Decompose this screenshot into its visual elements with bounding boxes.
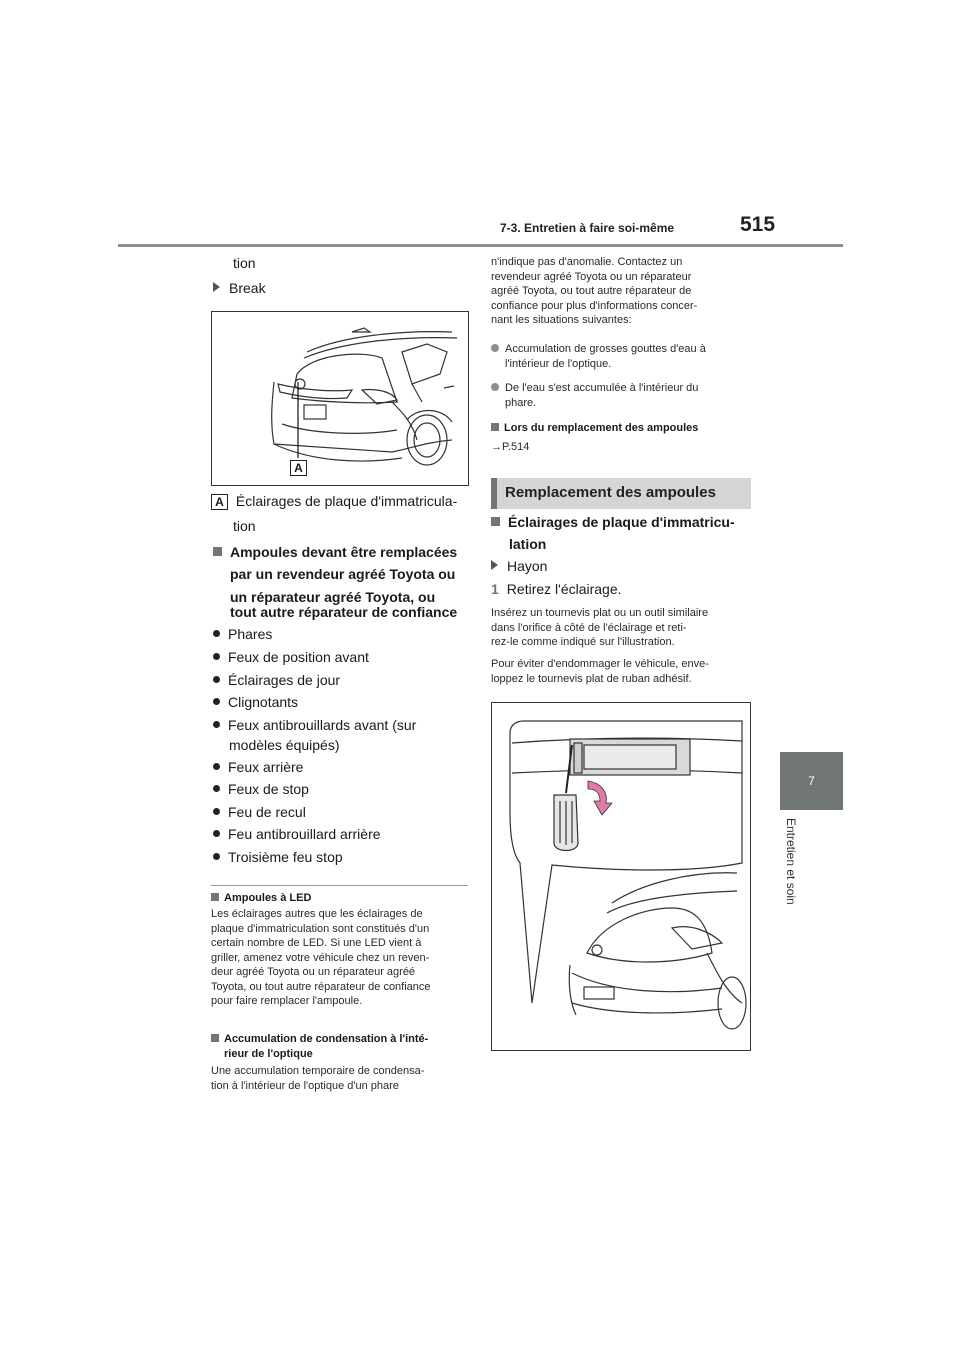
list-item: [213, 691, 298, 714]
text-line: tion à l'intérieur de l'optique d'un phare: [211, 1079, 399, 1092]
bullet-icon: [213, 808, 220, 815]
replace-heading-text: Lors du remplacement des ampoules: [504, 422, 699, 434]
list-item: [213, 846, 343, 869]
heading-ampoules-revendeur: [213, 541, 457, 564]
condensation-heading-line-2: rieur de l'optique: [224, 1048, 313, 1060]
text-line: Une accumulation temporaire de condensa-: [211, 1065, 425, 1077]
list-item-continuation: modèles équipés): [229, 737, 340, 753]
car-rear-illustration: [212, 312, 468, 485]
text-line: rez-le comme indiqué sur l'illustration.: [491, 636, 675, 648]
bullet-icon: [213, 676, 220, 683]
list-item-text: Troisième feu stop: [228, 849, 343, 865]
page-reference-link[interactable]: →P.514: [491, 441, 530, 453]
list-item: [213, 623, 272, 646]
text-line: Toyota, ou tout autre réparateur de confiance: [211, 980, 431, 993]
bullet-icon: [213, 653, 220, 660]
section-header-edge: [491, 478, 497, 509]
text-line: confiance pour plus d'informations concer-: [491, 299, 698, 312]
bullet-icon: [213, 853, 220, 860]
plate-light-figure: [491, 702, 751, 1051]
list-item-text: Feux de stop: [228, 781, 309, 797]
intro-paragraph: [491, 255, 751, 328]
list-item-text: Feu antibrouillard arrière: [228, 826, 381, 842]
list-item-text: Phares: [228, 626, 273, 642]
sub-heading: [491, 511, 735, 534]
heading-line-4: tout autre réparateur de confiance: [230, 604, 458, 620]
heading-line-2: par un revendeur agréé Toyota ou: [230, 566, 456, 582]
heading-line-3: un réparateur agréé Toyota, ou: [230, 589, 436, 605]
caution-paragraph: [491, 657, 751, 686]
bullet-icon: [213, 630, 220, 637]
condensation-heading-line-1: Accumulation de condensation à l'inté-: [224, 1033, 429, 1045]
text-line: griller, amenez votre véhicule chez un reven-: [211, 951, 430, 964]
text-line: De l'eau s'est accumulée à l'intérieur du: [505, 382, 699, 394]
arrow-bullet-icon: [213, 282, 220, 292]
text-line: Pour éviter d'endommager le véhicule, enve-: [491, 658, 709, 670]
divider: [211, 885, 468, 886]
text-line: certain nombre de LED. Si une LED vient à: [211, 937, 422, 949]
list-item-text: Feu de recul: [228, 804, 306, 820]
chapter-side-label: [782, 818, 802, 928]
square-bullet-icon: [491, 517, 500, 526]
section-title: 7-3. Entretien à faire soi-même: [500, 221, 675, 235]
header-rule: [118, 244, 843, 247]
hayon-label: Hayon: [507, 558, 548, 574]
step-1: [491, 578, 622, 601]
hayon-item: [491, 555, 547, 578]
step-text: Retirez l'éclairage.: [506, 581, 622, 597]
callout-a-label: A: [290, 460, 307, 476]
text-line: pour faire remplacer l'ampoule.: [211, 995, 363, 1007]
condensation-paragraph: [211, 1064, 471, 1093]
list-item: [213, 669, 340, 692]
break-label: Break: [229, 280, 266, 296]
list-item-text: Éclairages de jour: [228, 672, 341, 688]
bullet-icon: [213, 721, 220, 728]
section-header-title: Remplacement des ampoules: [505, 484, 716, 501]
gray-bullet-icon: [491, 344, 499, 352]
gray-bullet-icon: [491, 383, 499, 391]
list-item-text: Clignotants: [228, 694, 299, 710]
chapter-label-text: Entretien et soin: [784, 818, 798, 905]
replace-heading: [491, 421, 698, 436]
square-bullet-icon: [211, 893, 219, 901]
led-heading: [211, 891, 311, 906]
text-line: phare.: [505, 396, 537, 409]
square-bullet-icon: [211, 1034, 219, 1042]
chapter-number: 7: [808, 774, 815, 788]
instruction-paragraph: [491, 606, 751, 650]
list-item: [213, 801, 306, 824]
list-item-text: Feux arrière: [228, 759, 304, 775]
text-line: nant les situations suivantes:: [491, 314, 632, 326]
gray-bullet-item: [491, 381, 751, 410]
square-bullet-icon: [213, 547, 222, 556]
list-item-text: Feux de position avant: [228, 649, 369, 665]
sub-heading-line-2: lation: [509, 536, 547, 552]
text-line: l'intérieur de l'optique.: [505, 357, 612, 370]
text-line: plaque d'immatriculation sont constitués d'un: [211, 922, 430, 935]
step-number: 1: [491, 581, 499, 597]
bullet-icon: [213, 698, 220, 705]
square-bullet-icon: [491, 423, 499, 431]
bullet-icon: [213, 830, 220, 837]
sub-heading-line-1: Éclairages de plaque d'immatricu-: [508, 514, 735, 530]
section-header: [491, 478, 751, 509]
led-paragraph: [211, 907, 471, 1009]
bullet-icon: [213, 763, 220, 770]
list-item: [213, 646, 369, 669]
led-heading-text: Ampoules à LED: [224, 892, 312, 904]
list-item: [213, 756, 303, 779]
text-line: agréé Toyota, ou tout autre réparateur de: [491, 285, 692, 297]
chapter-tab: [780, 752, 843, 810]
text-line: loppez le tournevis plat de ruban adhésif.: [491, 672, 692, 685]
car-rear-figure: [211, 311, 469, 486]
break-item: [213, 277, 266, 300]
list-item-text: Feux antibrouillards avant (sur: [228, 717, 417, 733]
caption-line-1: Éclairages de plaque d'immatricula-: [235, 493, 458, 509]
text-line: revendeur agréé Toyota ou un réparateur: [491, 270, 692, 283]
text-line: deur agréé Toyota ou un réparateur agréé: [211, 966, 416, 978]
heading-line-1: Ampoules devant être remplacées: [230, 544, 458, 560]
figure-caption: [211, 490, 457, 513]
list-item: [213, 823, 381, 846]
caption-line-2: tion: [233, 518, 256, 534]
text-line: n'indique pas d'anomalie. Contactez un: [491, 256, 683, 268]
text-line: Insérez un tournevis plat ou un outil similaire: [491, 607, 709, 619]
condensation-heading: [211, 1032, 428, 1047]
caption-a-label: A: [211, 494, 228, 510]
text-line: dans l'orifice à côté de l'éclairage et reti-: [491, 621, 687, 634]
page-number: 515: [740, 213, 776, 236]
plate-light-illustration: [492, 703, 750, 1050]
continued-text: tion: [233, 255, 256, 271]
gray-bullet-item: [491, 342, 751, 371]
list-item: [213, 778, 309, 801]
bullet-icon: [213, 785, 220, 792]
arrow-bullet-icon: [491, 560, 498, 570]
text-line: Accumulation de grosses gouttes d'eau à: [505, 343, 706, 355]
text-line: Les éclairages autres que les éclairages de: [211, 908, 423, 920]
